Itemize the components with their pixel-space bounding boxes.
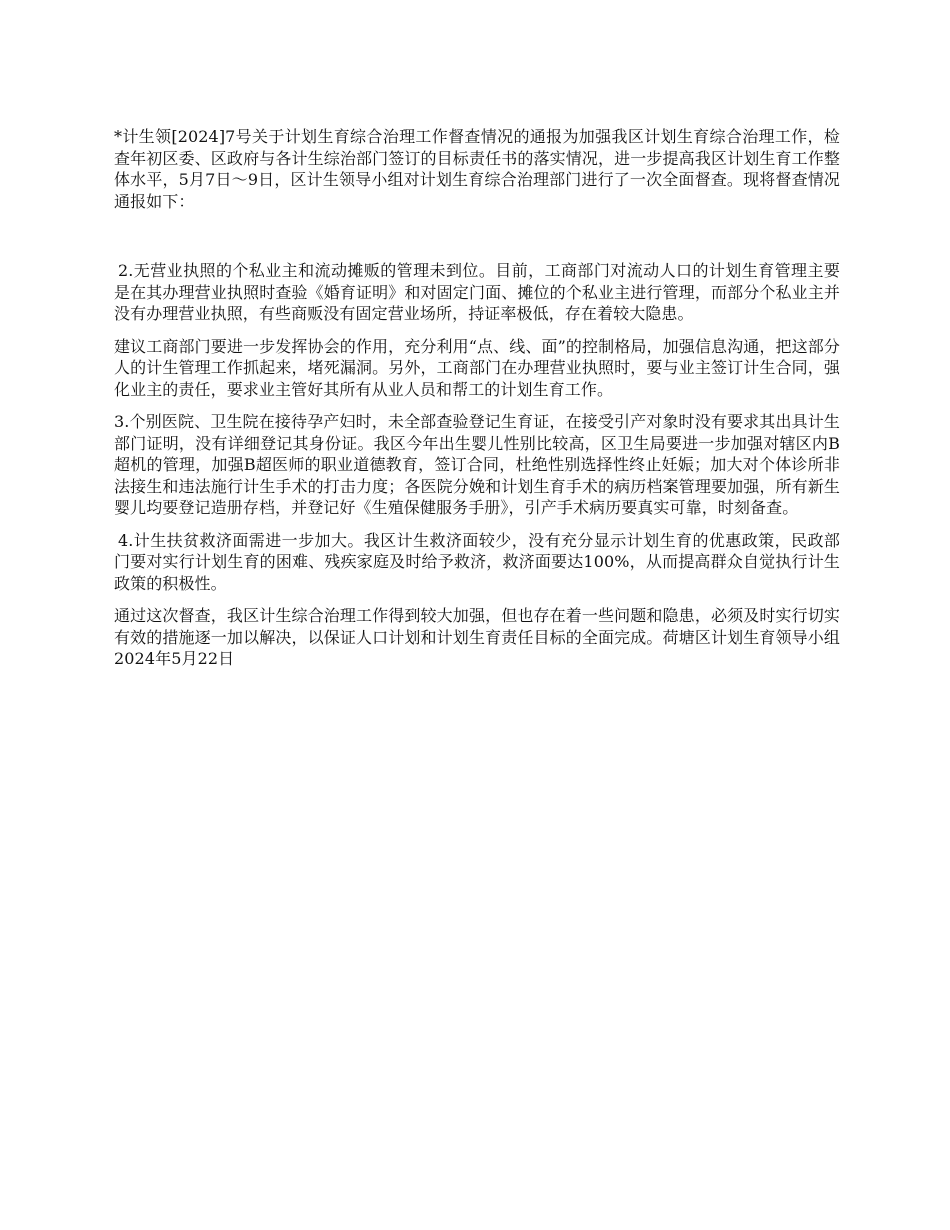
intro-paragraph: *计生领[2024]7号关于计划生育综合治理工作督查情况的通报为加强我区计划生育综合治理工作，检查年初区委、区政府与各计生综治部门签订的目标责任书的落实情况，进一步提高我区计划生育工作整体水平，5月7日～9日，区计生领导小组对计划生育综合治理部门进行了一次全面督查。现将督查情况通报如下： xyxy=(114,127,840,211)
document-body xyxy=(114,126,840,670)
item-4-paragraph: 4.计生扶贫救济面需进一步加大。我区计生救济面较少，没有充分显示计划生育的优惠政策，民政部门要对实行计划生育的困难、残疾家庭及时给予救济，救济面要达100%，从而提高群众自觉执行计生政策的积极性。 xyxy=(114,530,840,593)
suggestion-paragraph: 建议工商部门要进一步发挥协会的作用，充分利用“点、线、面”的控制格局，加强信息沟通，把这部分人的计生管理工作抓起来，堵死漏洞。另外，工商部门在办理营业执照时，要与业主签订计生合同，强化业主的责任，要求业主管好其所有从业人员和帮工的计划生育工作。 xyxy=(114,336,840,399)
item-2-paragraph: 2.无营业执照的个私业主和流动摊贩的管理未到位。目前，工商部门对流动人口的计划生育管理主要是在其办理营业执照时查验《婚育证明》和对固定门面、摊位的个私业主进行管理，而部分个私业主并没有办理营业执照，有些商贩没有固定营业场所，持证率极低，存在着较大隐患。 xyxy=(114,261,840,323)
conclusion-paragraph: 通过这次督查，我区计生综合治理工作得到较大加强，但也存在着一些问题和隐患，必须及时实行切实有效的措施逐一加以解决，以保证人口计划和计划生育责任目标的全面完成。荷塘区计划生育领导小组2024年5月22日 xyxy=(114,606,840,668)
item-3-paragraph: 3.个别医院、卫生院在接待孕产妇时，未全部查验登记生育证，在接受引产对象时没有要求其出具计生部门证明，没有详细登记其身份证。我区今年出生婴儿性别比较高，区卫生局要进一步加强对辖区内B超机的管理，加强B超医师的职业道德教育，签订合同，杜绝性别选择性终止妊娠；加大对个体诊所非法接生和违法施行计生手术的打击力度；各医院分娩和计划生育手术的病历档案管理要加强，所有新生婴儿均要登记造册存档，并登记好《生殖保健服务手册》，引产手术病历要真实可靠，时刻备查。 xyxy=(114,412,840,517)
